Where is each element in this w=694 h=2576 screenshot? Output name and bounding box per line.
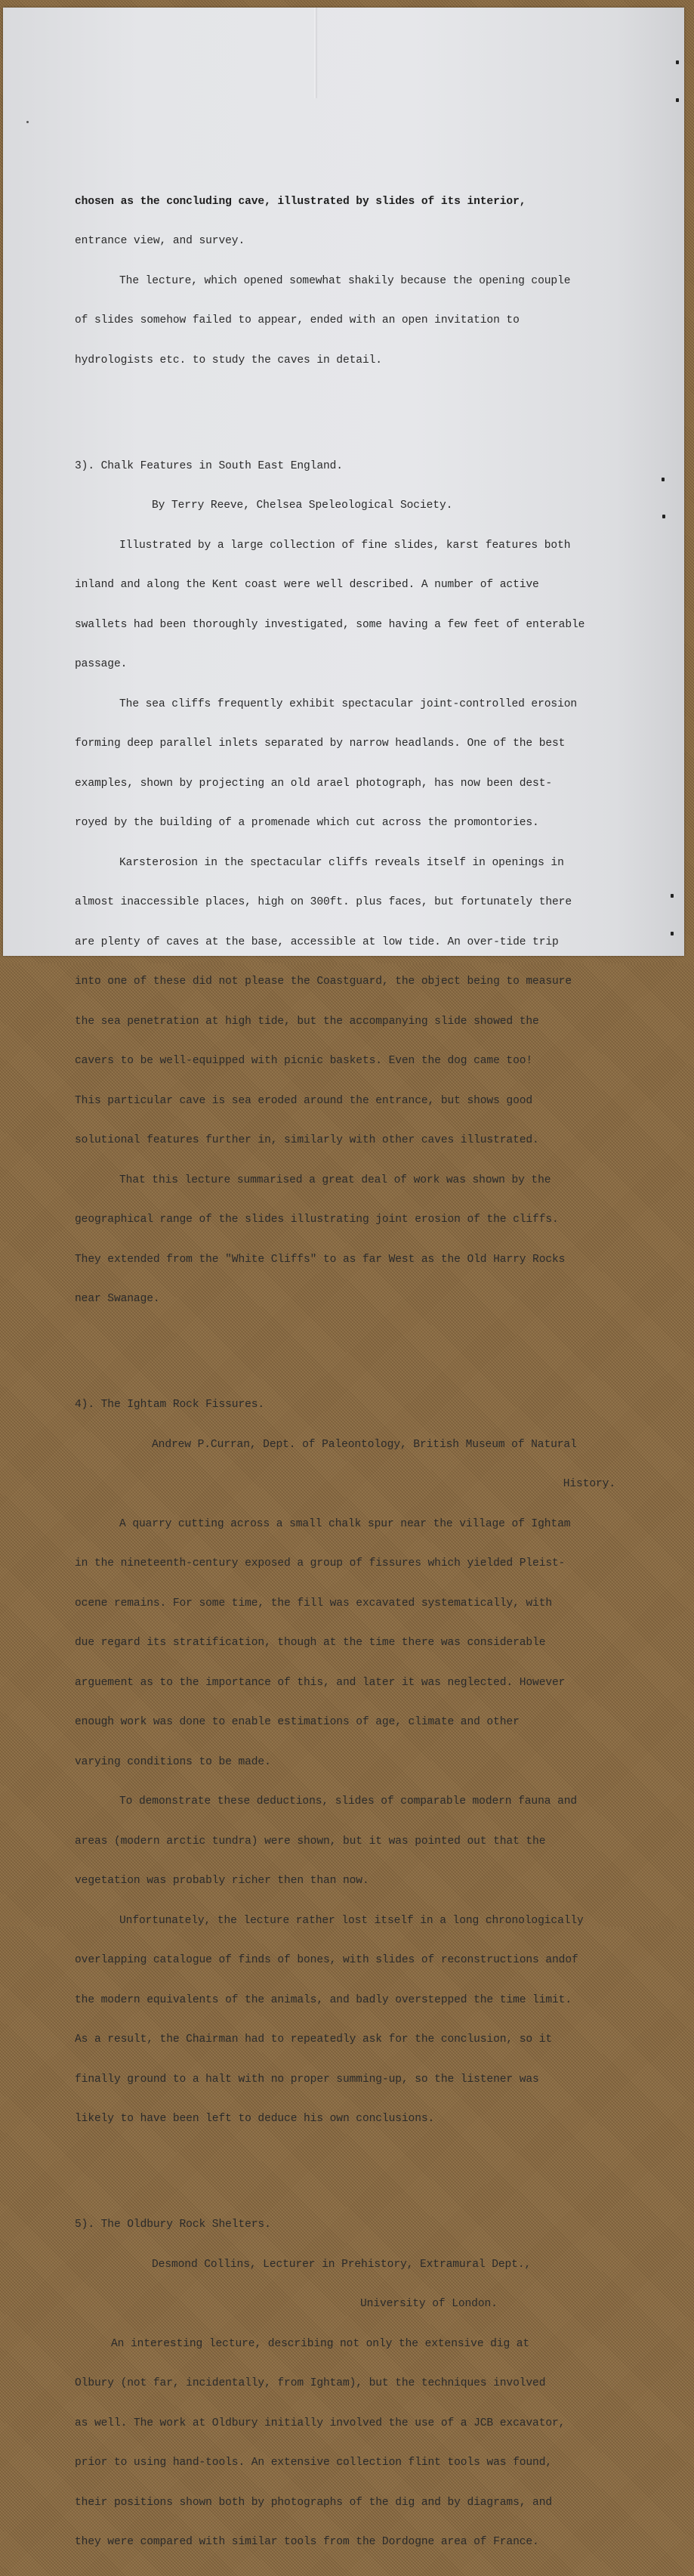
text-line: arguement as to the importance of this, and later it was neglected. However — [75, 1676, 566, 1689]
text-line: areas (modern arctic tundra) were shown, but it was pointed out that the — [75, 1835, 546, 1848]
section-byline-continued: History. — [563, 1478, 615, 1490]
text-line: swallets had been thoroughly investigated, some having a few feet of enterable — [75, 618, 585, 631]
text-line: Illustrated by a large collection of fine slides, karst features both — [119, 539, 571, 552]
text-line: due regard its stratification, though at the time there was considerable — [75, 1637, 546, 1649]
document-body — [75, 156, 649, 2576]
text-line: forming deep parallel inlets separated by narrow headlands. One of the best — [75, 738, 566, 750]
text-line: A quarry cutting across a small chalk spur near the village of Ightam — [119, 1517, 571, 1530]
text-line: Karsterosion in the spectacular cliffs reveals itself in openings in — [119, 856, 564, 869]
text-line: entrance view, and survey. — [75, 235, 245, 247]
text-line: they were compared with similar tools from the Dordogne area of France. — [75, 2536, 539, 2548]
section-byline: By Terry Reeve, Chelsea Speleological Society. — [152, 499, 453, 512]
text-line: finally ground to a halt with no proper summing-up, so the listener was — [75, 2073, 539, 2086]
text-line: inland and along the Kent coast were well described. A number of active — [75, 579, 539, 591]
text-line: into one of these did not please the Coastguard, the object being to measure — [75, 976, 572, 988]
section-heading: 3). Chalk Features in South East England. — [75, 459, 343, 472]
punch-hole-mark — [662, 478, 665, 481]
text-line: as well. The work at Oldbury initially involved the use of a JCB excavator, — [75, 2417, 566, 2429]
punch-hole-mark — [676, 98, 679, 102]
text-line: examples, shown by projecting an old arael photograph, has now been dest- — [75, 777, 553, 790]
text-line: To demonstrate these deductions, slides of comparable modern fauna and — [119, 1795, 578, 1808]
text-line: Unfortunately, the lecture rather lost itself in a long chronologically — [119, 1914, 584, 1927]
text-line: their positions shown both by photographs of the dig and by diagrams, and — [75, 2496, 553, 2509]
text-line: varying conditions to be made. — [75, 1755, 271, 1768]
text-line: in the nineteenth-century exposed a group of fissures which yielded Pleist- — [75, 1557, 566, 1569]
text-line: That this lecture summarised a great deal of work was shown by the — [119, 1174, 551, 1186]
text-line: enough work was done to enable estimations of age, climate and other — [75, 1716, 520, 1728]
typewritten-page — [3, 8, 684, 2548]
text-line: are plenty of caves at the base, accessible at low tide. An over-tide trip — [75, 935, 559, 948]
text-line: the sea penetration at high tide, but the accompanying slide showed the — [75, 1015, 539, 1028]
text-line: prior to using hand-tools. An extensive collection flint tools was found, — [75, 2457, 553, 2469]
text-line: They extended from the "White Cliffs" to as far West as the Old Harry Rocks — [75, 1253, 566, 1266]
punch-hole-mark — [662, 515, 665, 518]
text-line: solutional features further in, similarly with other caves illustrated. — [75, 1134, 539, 1146]
punch-hole-mark — [671, 894, 674, 898]
text-line: likely to have been left to deduce his own conclusions. — [75, 2113, 435, 2125]
punch-hole-mark — [676, 60, 679, 64]
text-line: chosen as the concluding cave, illustrated by slides of its interior, — [75, 195, 526, 208]
text-line: An interesting lecture, describing not only the extensive dig at — [111, 2337, 530, 2350]
text-line: cavers to be well-equipped with picnic baskets. Even the dog came too! — [75, 1055, 533, 1067]
text-line: This particular cave is sea eroded around the entrance, but shows good — [75, 1094, 533, 1107]
paper-speck — [26, 121, 29, 123]
section-byline: Desmond Collins, Lecturer in Prehistory, Extramural Dept., — [152, 2258, 532, 2271]
text-line: hydrologists etc. to study the caves in detail. — [75, 354, 382, 366]
section-byline: Andrew P.Curran, Dept. of Paleontology, British Museum of Natural — [152, 1438, 577, 1451]
section-heading: 4). The Ightam Rock Fissures. — [75, 1399, 265, 1411]
text-line: ocene remains. For some time, the fill was excavated systematically, with — [75, 1597, 553, 1610]
text-line: royed by the building of a promenade which cut across the promontories. — [75, 817, 539, 829]
text-line: As a result, the Chairman had to repeatedly ask for the conclusion, so it — [75, 2033, 553, 2046]
text-line: The lecture, which opened somewhat shakily because the opening couple — [119, 274, 571, 287]
section-byline-continued: University of London. — [360, 2298, 498, 2310]
text-line: of slides somehow failed to appear, ended with an open invitation to — [75, 314, 520, 326]
text-line: near Swanage. — [75, 1293, 160, 1305]
text-line: geographical range of the slides illustrating joint erosion of the cliffs. — [75, 1214, 559, 1226]
section-heading: 5). The Oldbury Rock Shelters. — [75, 2219, 271, 2231]
paper-crease — [314, 8, 317, 98]
text-line: vegetation was probably richer then than now. — [75, 1875, 369, 1887]
text-line: almost inaccessible places, high on 300ft. plus faces, but fortunately there — [75, 896, 572, 908]
text-line: passage. — [75, 658, 128, 670]
text-line: Olbury (not far, incidentally, from Ightam), but the techniques involved — [75, 2377, 546, 2389]
text-line: The sea cliffs frequently exhibit spectacular joint-controlled erosion — [119, 697, 578, 710]
punch-hole-mark — [671, 932, 674, 935]
text-line: overlapping catalogue of finds of bones, with slides of reconstructions andof — [75, 1954, 578, 1966]
text-line: the modern equivalents of the animals, and badly overstepped the time limit. — [75, 1993, 572, 2006]
